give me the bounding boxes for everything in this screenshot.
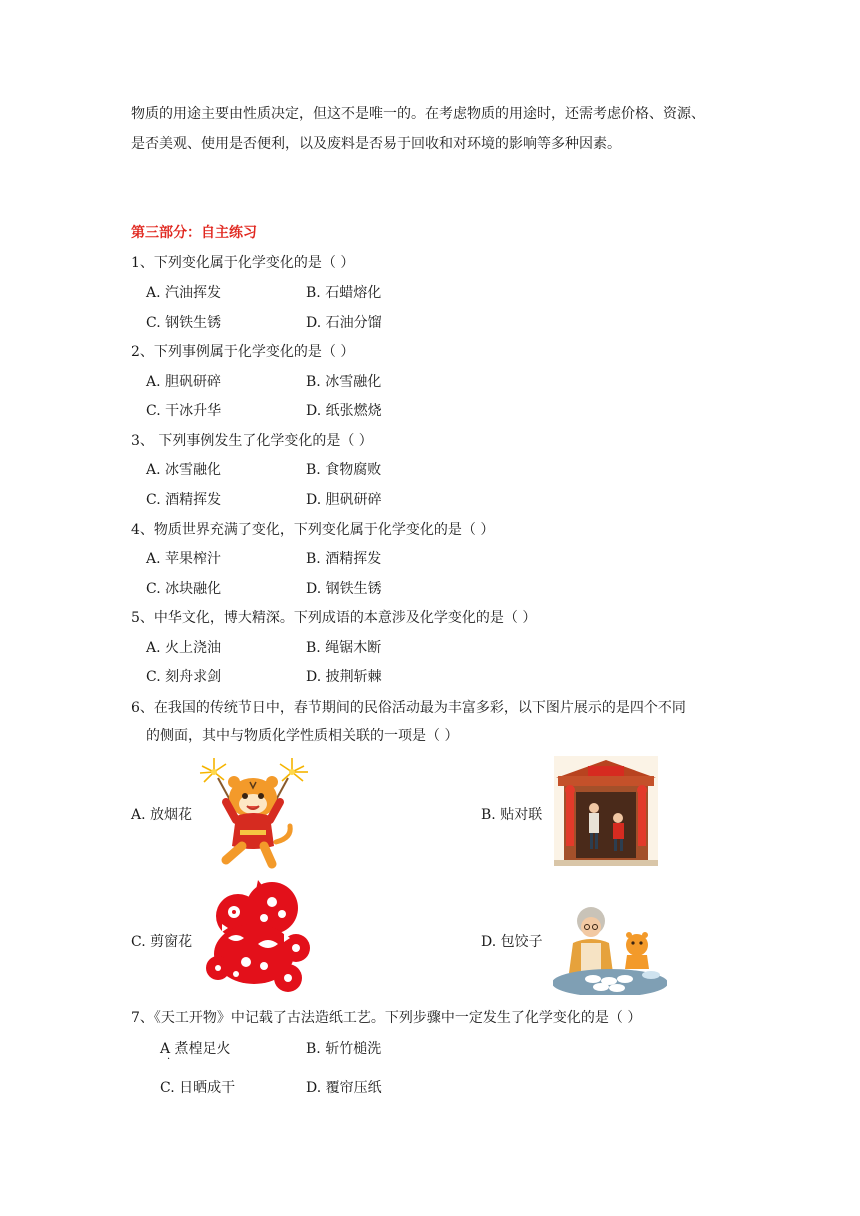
q7-option-a: A 煮楻足火 bbox=[160, 1041, 231, 1057]
q7-option-c: C. 日晒成干 bbox=[160, 1080, 236, 1096]
paper-cut-illustration bbox=[198, 878, 316, 996]
question-6-stem-line-2: 的侧面，其中与物质化学性质相关联的一项是（ ） bbox=[146, 728, 459, 744]
question-1-stem: 1、下列变化属于化学变化的是（ ） bbox=[131, 255, 355, 271]
q2-option-c: C. 干冰升华 bbox=[146, 403, 222, 419]
question-4-stem: 4、物质世界充满了变化，下列变化属于化学变化的是（ ） bbox=[131, 522, 495, 538]
q7-option-b: B. 斩竹槌洗 bbox=[306, 1041, 382, 1057]
q4-option-a: A. 苹果榨汁 bbox=[146, 551, 222, 567]
q4-option-b: B. 酒精挥发 bbox=[306, 551, 382, 567]
couplets-gate-illustration bbox=[554, 756, 658, 866]
question-6-stem-line-1: 6、在我国的传统节日中，春节期间的民俗活动最为丰富多彩，以下图片展示的是四个不同 bbox=[131, 700, 686, 716]
fireworks-tiger-illustration bbox=[196, 756, 312, 870]
question-7-stem: 7、《天工开物》中记载了古法造纸工艺。下列步骤中一定发生了化学变化的是（ ） bbox=[131, 1010, 642, 1026]
q3-option-a: A. 冰雪融化 bbox=[146, 462, 222, 478]
q1-option-c: C. 钢铁生锈 bbox=[146, 315, 222, 331]
q5-option-c: C. 刻舟求剑 bbox=[146, 669, 222, 685]
q5-option-d: D. 披荆斩棘 bbox=[306, 669, 382, 685]
q1-option-d: D. 石油分馏 bbox=[306, 315, 382, 331]
q3-option-d: D. 胆矾研碎 bbox=[306, 492, 382, 508]
q6-option-c: C. 剪窗花 bbox=[131, 934, 193, 950]
q6-option-b: B. 贴对联 bbox=[481, 807, 543, 823]
q5-option-b: B. 绳锯木断 bbox=[306, 640, 382, 656]
q2-option-d: D. 纸张燃烧 bbox=[306, 403, 382, 419]
q5-option-a: A. 火上浇油 bbox=[146, 640, 222, 656]
q4-option-c: C. 冰块融化 bbox=[146, 581, 222, 597]
dumplings-illustration bbox=[553, 903, 667, 995]
q7-option-d: D. 覆帘压纸 bbox=[306, 1080, 382, 1096]
q1-option-a: A. 汽油挥发 bbox=[146, 285, 222, 301]
q3-option-c: C. 酒精挥发 bbox=[146, 492, 222, 508]
section-title: 第三部分：自主练习 bbox=[131, 225, 257, 241]
q3-option-b: B. 食物腐败 bbox=[306, 462, 382, 478]
question-3-stem: 3、 下列事例发生了化学变化的是（ ） bbox=[131, 433, 373, 449]
q1-option-b: B. 石蜡熔化 bbox=[306, 285, 382, 301]
intro-paragraph bbox=[131, 99, 751, 159]
q2-option-a: A. 胆矾研碎 bbox=[146, 374, 222, 390]
intro-line-2: 是否美观、使用是否便利，以及废料是否易于回收和对环境的影响等多种因素。 bbox=[131, 136, 621, 152]
q2-option-b: B. 冰雪融化 bbox=[306, 374, 382, 390]
question-5-stem: 5、中华文化，博大精深。下列成语的本意涉及化学变化的是（ ） bbox=[131, 610, 537, 626]
q6-option-a: A. 放烟花 bbox=[131, 807, 193, 823]
intro-line-1: 物质的用途主要由性质决定，但这不是唯一的。在考虑物质的用途时，还需考虑价格、资源、 bbox=[131, 106, 705, 122]
question-2-stem: 2、下列事例属于化学变化的是（ ） bbox=[131, 344, 355, 360]
q4-option-d: D. 钢铁生锈 bbox=[306, 581, 382, 597]
q7-option-a-dot-mark: · bbox=[167, 1054, 171, 1065]
q6-option-d: D. 包饺子 bbox=[481, 934, 543, 950]
